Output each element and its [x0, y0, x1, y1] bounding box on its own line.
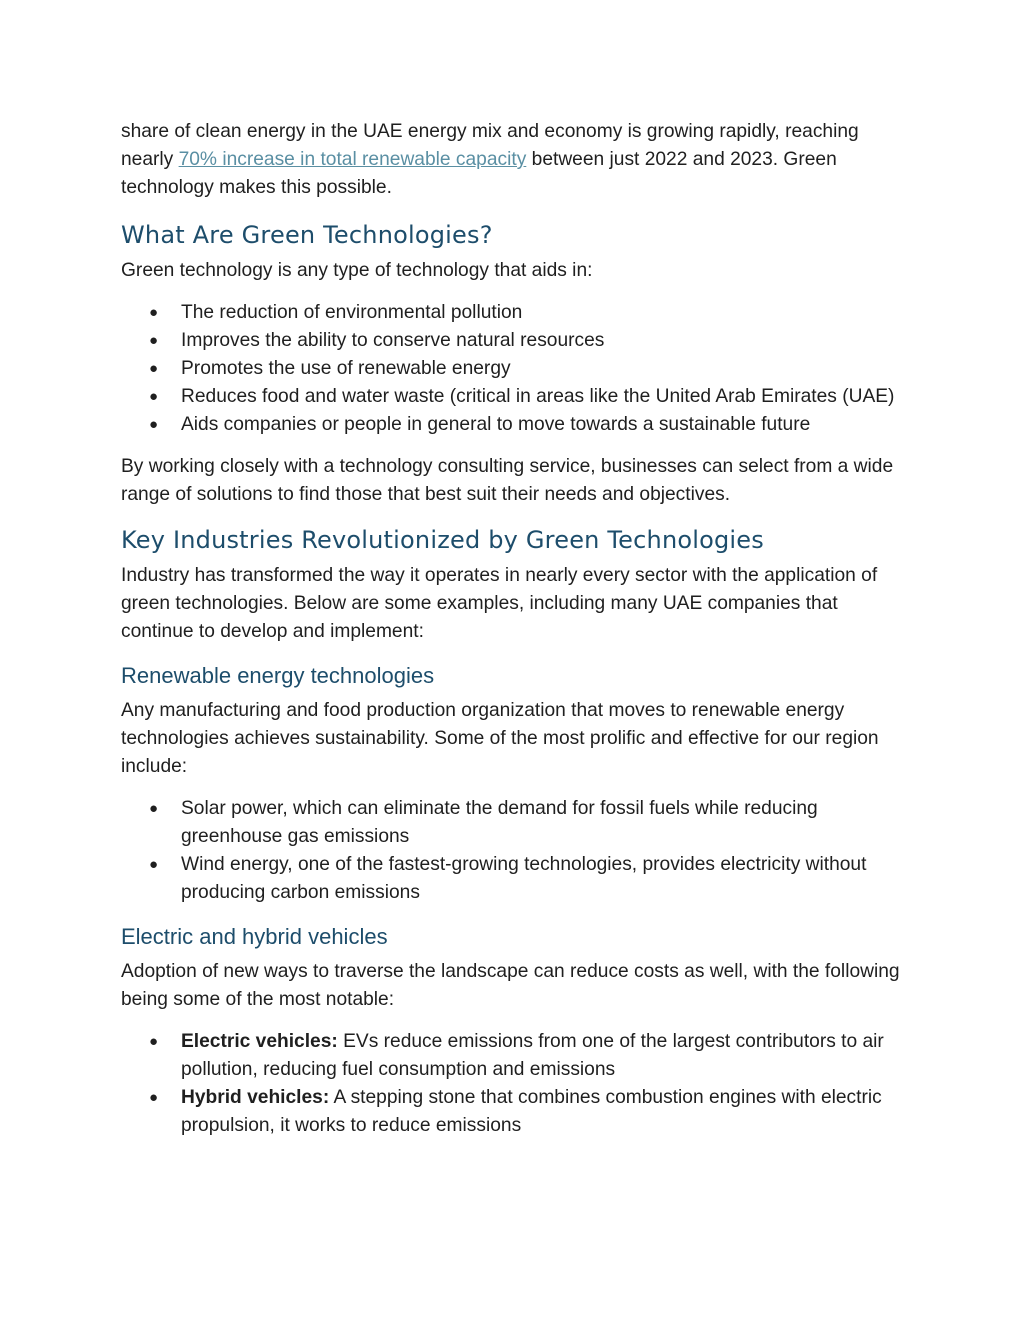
list-item-term: Electric vehicles: [181, 1031, 338, 1052]
list-item-text: Improves the ability to conserve natural resources [181, 330, 605, 351]
list-item-text: A stepping stone that combines combustion engines with electric propulsion, it works to reduce emissions [181, 1087, 882, 1136]
consulting-paragraph: By working closely with a technology consulting service, businesses can select from a wide range of solutions to find those that best suit their needs and objectives. [121, 456, 894, 505]
subheading-renewable-energy: Renewable energy technologies [121, 663, 435, 688]
intro-text-after-link: between just 2022 and 2023. Green technology makes this possible. [121, 149, 837, 198]
renewable-capacity-link[interactable]: 70% increase in total renewable capacity [178, 149, 527, 170]
section-heading-green-tech: What Are Green Technologies? [121, 221, 493, 249]
subheading-vehicles: Electric and hybrid vehicles [121, 924, 388, 949]
list-item-text: EVs reduce emissions from one of the largest contributors to air pollution, reducing fuel consumption and emissions [181, 1031, 884, 1080]
intro-text-before-link: share of clean energy in the UAE energy mix and economy is growing rapidly, reaching nearly [121, 121, 859, 170]
green-tech-list [121, 299, 911, 439]
bullet-icon: ● [149, 388, 159, 405]
section-lead-key-industries: Industry has transformed the way it operates in nearly every sector with the application of green technologies. Below are some examples, including many UAE companies that continue to develop and implement: [121, 565, 878, 642]
list-item-text: Promotes the use of renewable energy [181, 358, 511, 379]
vehicles-list [121, 1028, 911, 1140]
list-item-text: Aids companies or people in general to move towards a sustainable future [181, 414, 811, 435]
bullet-icon: ● [149, 332, 159, 349]
list-item [121, 1028, 911, 1084]
list-item-text: The reduction of environmental pollution [181, 302, 523, 323]
list-item-text: Wind energy, one of the fastest-growing technologies, provides electricity without producing carbon emissions [181, 854, 867, 903]
list-item-text: Reduces food and water waste (critical in areas like the United Arab Emirates (UAE) [181, 386, 895, 407]
bullet-icon: ● [149, 800, 159, 817]
section-heading-key-industries: Key Industries Revolutionized by Green Technologies [121, 526, 764, 554]
vehicles-paragraph: Adoption of new ways to traverse the landscape can reduce costs as well, with the following being some of the most notable: [121, 961, 900, 1010]
bullet-icon: ● [149, 360, 159, 377]
list-item [121, 411, 911, 439]
renewable-energy-paragraph: Any manufacturing and food production organization that moves to renewable energy technologies achieves sustainability. Some of the most prolific and effective for our region include: [121, 700, 879, 777]
bullet-icon: ● [149, 856, 159, 873]
bullet-icon: ● [149, 416, 159, 433]
section-lead-green-tech: Green technology is any type of technology that aids in: [121, 260, 593, 281]
list-item [121, 1084, 911, 1140]
list-item [121, 851, 911, 907]
list-item [121, 355, 911, 383]
list-item [121, 327, 911, 355]
list-item [121, 795, 911, 851]
list-item [121, 383, 911, 411]
list-item-text: Solar power, which can eliminate the demand for fossil fuels while reducing greenhouse gas emissions [181, 798, 818, 847]
bullet-icon: ● [149, 1033, 159, 1050]
list-item [121, 299, 911, 327]
renewable-energy-list [121, 795, 911, 907]
document-page [121, 118, 911, 1140]
bullet-icon: ● [149, 1089, 159, 1106]
list-item-term: Hybrid vehicles: [181, 1087, 330, 1108]
intro-paragraph [121, 118, 911, 202]
bullet-icon: ● [149, 304, 159, 321]
